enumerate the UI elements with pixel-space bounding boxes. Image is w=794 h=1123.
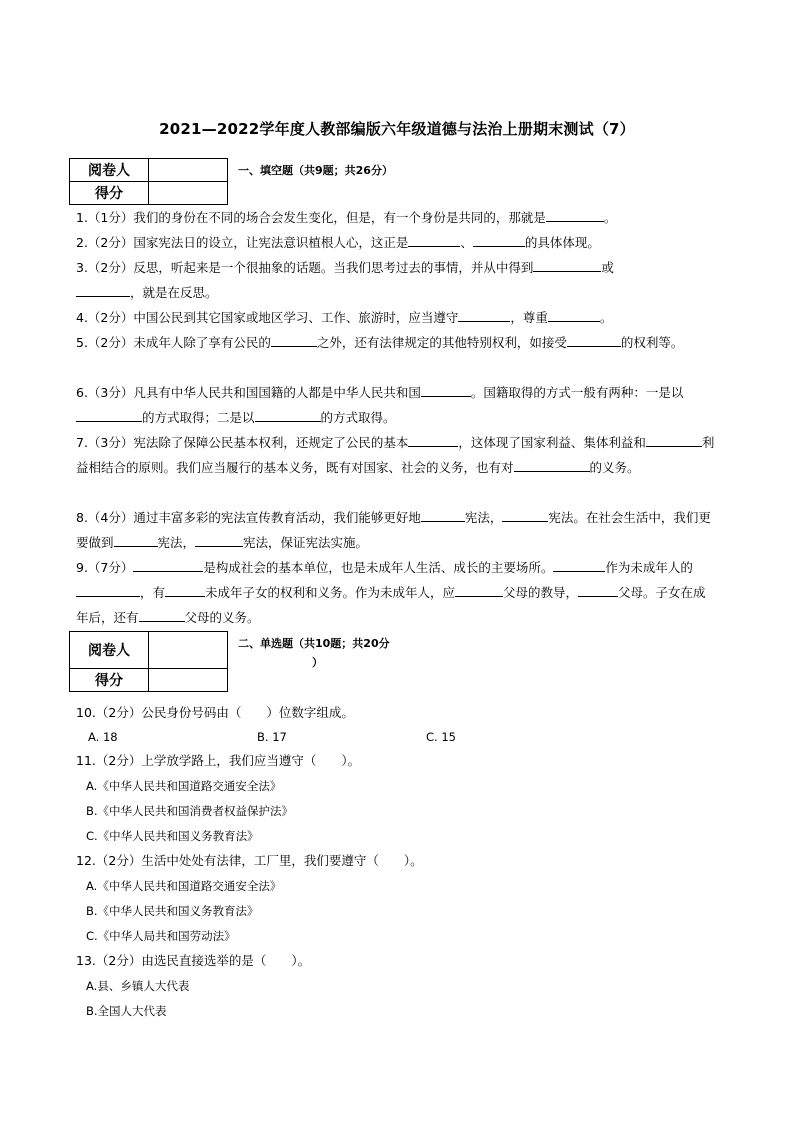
answer-blank[interactable] bbox=[76, 407, 142, 422]
option-c[interactable]: C. 15 bbox=[426, 730, 456, 744]
answer-blank[interactable] bbox=[458, 307, 510, 322]
answer-blank[interactable] bbox=[408, 432, 458, 447]
reviewer-label: 阅卷人 bbox=[70, 632, 149, 669]
question-3: 3.（2分）反思，听起来是一个很抽象的话题。当我们思考过去的事情，并从中得到 或 ，就是在反思。 bbox=[76, 255, 718, 305]
option-c[interactable]: C.《中华人局共和国劳动法》 bbox=[86, 929, 236, 943]
question-9: 9.（7分） 是构成社会的基本单位，也是未成年人生活、成长的主要场所。 作为未成年人的，有 未成年子女的权利和义务。作为未成年人，应 父母的教导， 父母。子女在成年后，还有 父母的义务。 bbox=[76, 555, 718, 630]
option-b[interactable]: B. 17 bbox=[257, 730, 287, 744]
option-a[interactable]: A.县、乡镇人大代表 bbox=[86, 979, 190, 993]
score-cell[interactable] bbox=[149, 669, 228, 692]
score-cell[interactable] bbox=[149, 182, 228, 205]
option-b[interactable]: B.《中华人民共和国义务教育法》 bbox=[86, 904, 259, 918]
option-a[interactable]: A. 18 bbox=[88, 730, 118, 744]
question-11: 11.（2分）上学放学路上，我们应当遵守（ ）。 bbox=[76, 753, 361, 768]
section-1-heading: 一、填空题（共9题；共26分） bbox=[238, 164, 393, 177]
answer-blank[interactable] bbox=[567, 332, 621, 347]
question-2: 2.（2分）国家宪法日的设立，让宪法意识植根人心，这正是 、 的具体体现。 bbox=[76, 230, 718, 255]
section-2-heading: 二、单选题（共10题；共20分 ） bbox=[238, 637, 390, 669]
question-10: 10.（2分）公民身份号码由（ ）位数字组成。 bbox=[76, 705, 354, 720]
option-b[interactable]: B.全国人大代表 bbox=[86, 1004, 167, 1018]
answer-blank[interactable] bbox=[646, 432, 702, 447]
answer-blank[interactable] bbox=[455, 582, 503, 597]
option-b[interactable]: B.《中华人民共和国消费者权益保护法》 bbox=[86, 804, 294, 818]
question-13: 13.（2分）由选民直接选举的是（ ）。 bbox=[76, 953, 311, 968]
reviewer-label: 阅卷人 bbox=[70, 159, 149, 182]
answer-blank[interactable] bbox=[421, 507, 465, 522]
question-5: 5.（2分）未成年人除了享有公民的 之外，还有法律规定的其他特别权利，如接受 的权利等。 bbox=[76, 330, 718, 355]
answer-blank[interactable] bbox=[502, 507, 548, 522]
question-7: 7.（3分）宪法除了保障公民基本权利，还规定了公民的基本 ，这体现了国家利益、集体利益和 利益相结合的原则。我们应当履行的基本义务，既有对国家、社会的义务，也有对 的义务。 bbox=[76, 430, 718, 480]
answer-blank[interactable] bbox=[578, 582, 618, 597]
answer-blank[interactable] bbox=[255, 407, 321, 422]
question-1: 1.（1分）我们的身份在不同的场合会发生变化，但是，有一个身份是共同的，那就是 。 bbox=[76, 205, 718, 230]
score-box-2 bbox=[69, 631, 228, 692]
answer-blank[interactable] bbox=[133, 557, 203, 572]
score-label: 得分 bbox=[70, 182, 149, 205]
option-a[interactable]: A.《中华人民共和国道路交通安全法》 bbox=[86, 879, 282, 893]
score-box-1 bbox=[69, 158, 228, 205]
question-8: 8.（4分）通过丰富多彩的宪法宣传教育活动，我们能够更好地 宪法， 宪法。在社会生活中，我们更要做到 宪法， 宪法，保证宪法实施。 bbox=[76, 505, 718, 555]
question-4: 4.（2分）中国公民到其它国家或地区学习、工作、旅游时，应当遵守 ，尊重 。 bbox=[76, 305, 718, 330]
answer-blank[interactable] bbox=[114, 532, 158, 547]
answer-blank[interactable] bbox=[514, 457, 590, 472]
answer-blank[interactable] bbox=[548, 307, 600, 322]
score-label: 得分 bbox=[70, 669, 149, 692]
answer-blank[interactable] bbox=[408, 232, 460, 247]
page-title: 2021—2022学年度人教部编版六年级道德与法治上册期末测试（7） bbox=[159, 120, 635, 138]
answer-blank[interactable] bbox=[421, 382, 471, 397]
answer-blank[interactable] bbox=[546, 207, 604, 222]
answer-blank[interactable] bbox=[76, 582, 140, 597]
answer-blank[interactable] bbox=[473, 232, 525, 247]
option-a[interactable]: A.《中华人民共和国道路交通安全法》 bbox=[86, 779, 282, 793]
question-6: 6.（3分）凡具有中华人民共和国国籍的人都是中华人民共和国 。国籍取得的方式一般有两种：一是以的方式取得；二是以 的方式取得。 bbox=[76, 380, 718, 430]
answer-blank[interactable] bbox=[139, 607, 185, 622]
reviewer-cell[interactable] bbox=[149, 159, 228, 182]
answer-blank[interactable] bbox=[271, 332, 317, 347]
answer-blank[interactable] bbox=[533, 257, 601, 272]
reviewer-cell[interactable] bbox=[149, 632, 228, 669]
option-c[interactable]: C.《中华人民共和国义务教育法》 bbox=[86, 829, 259, 843]
question-12: 12.（2分）生活中处处有法律，工厂里，我们要遵守（ ）。 bbox=[76, 853, 423, 868]
answer-blank[interactable] bbox=[76, 282, 130, 297]
answer-blank[interactable] bbox=[195, 532, 243, 547]
answer-blank[interactable] bbox=[165, 582, 205, 597]
answer-blank[interactable] bbox=[553, 557, 605, 572]
